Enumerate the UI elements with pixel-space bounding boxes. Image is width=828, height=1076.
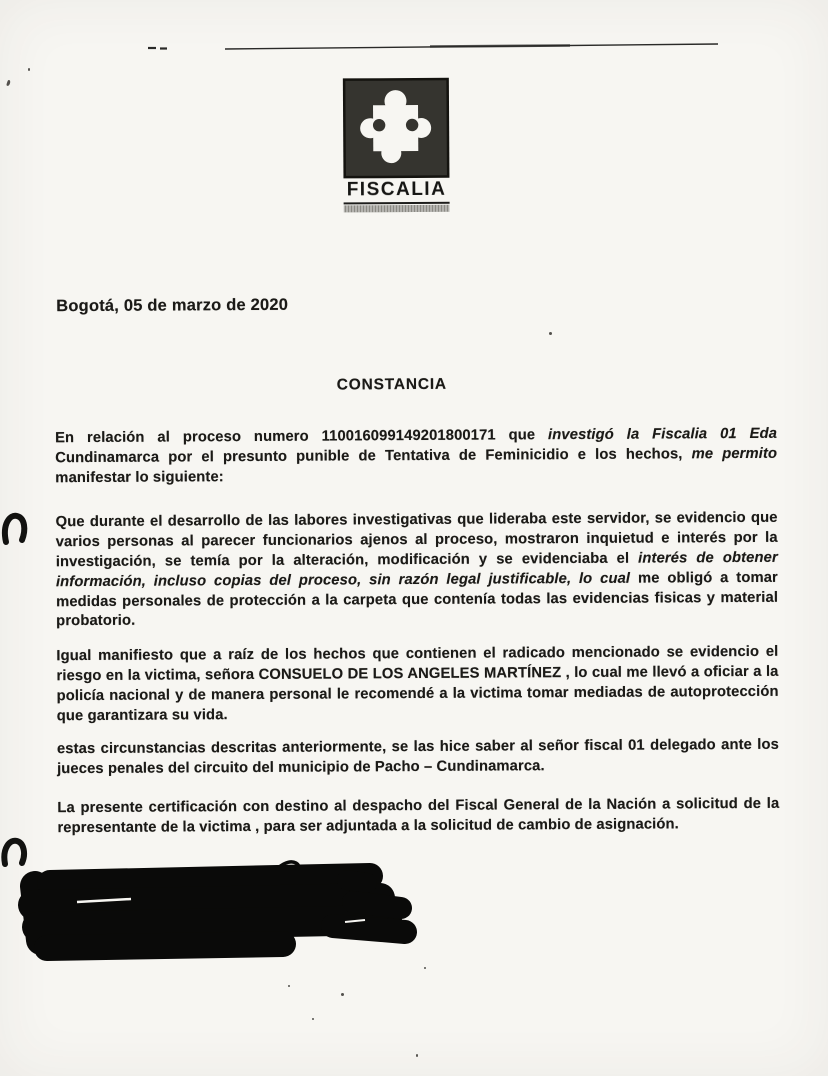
letter-paragraph [55, 425, 777, 489]
redacted-signature-scribble [15, 850, 435, 970]
puzzle-piece-icon [343, 78, 450, 179]
fiscalia-wordmark: FISCALIA [343, 179, 449, 205]
city-date-line: Bogotá, 05 de marzo de 2020 [56, 295, 289, 316]
paragraph-text-run: Cundinamarca por el presunto punible de Tentativa de Feminicidio e los hechos, [55, 446, 692, 466]
logo-microtext-bar [344, 205, 450, 213]
paragraph-text-run: estas circunstancias descritas anteriormente, se las hice saber al señor fiscal 01 delegado ante los jueces penales del circuito del municipio de Pacho – Cundinamarca. [56, 737, 779, 778]
letter-paragraph [56, 509, 779, 632]
letter-paragraphs [55, 425, 779, 839]
paragraph-text-run: me permito [691, 445, 778, 463]
paragraph-text-run: interés de obtener información, incluso copias del proceso, sin razón legal justificable, lo cual [55, 549, 778, 590]
paragraph-text-run: La presente certificación con destino al despacho del Fiscal General de la Nación a solicitud de la representante de la victima , para ser adjuntada a la solicitud de cambio de asignación. [57, 795, 780, 836]
paragraph-text-run: manifestar lo siguiente: [55, 468, 224, 486]
letter-paragraph [56, 643, 778, 727]
fiscalia-logo [343, 78, 450, 213]
paragraph-text-run: Que durante el desarrollo de las labores investigativas que lideraba este servidor, se evidencio que varios personas al parecer funcionarios ajenos al proceso, mostraron inquietud e interés por la investigación, se temía por la alteración, modificación y se evidenciaba el [55, 510, 778, 571]
letter-paragraph [57, 736, 779, 780]
paragraph-text-run: En relación al proceso numero 110016099149201800171 que [54, 427, 549, 447]
page-title: CONSTANCIA [336, 375, 447, 394]
paragraph-text-run: Igual manifiesto que a raíz de los hechos que contienen el radicado mencionado se evidencio el riesgo en la victima, señora CONSUELO DE LOS ANGELES MARTÍNEZ , lo cual me llevó a oficiar a la policía nacional y de manera personal le recomendé a la victima tomar mediadas de autoprotección que garantizara su vida. [56, 643, 779, 724]
letter-paragraph [57, 795, 779, 839]
paragraph-text-run: investigó la Fiscalia 01 Eda [547, 425, 778, 444]
paragraph-text-run: me obligó a tomar medidas personales de protección a la carpeta que contenía todas las evidencias fisicas y material probatorio. [55, 569, 779, 630]
